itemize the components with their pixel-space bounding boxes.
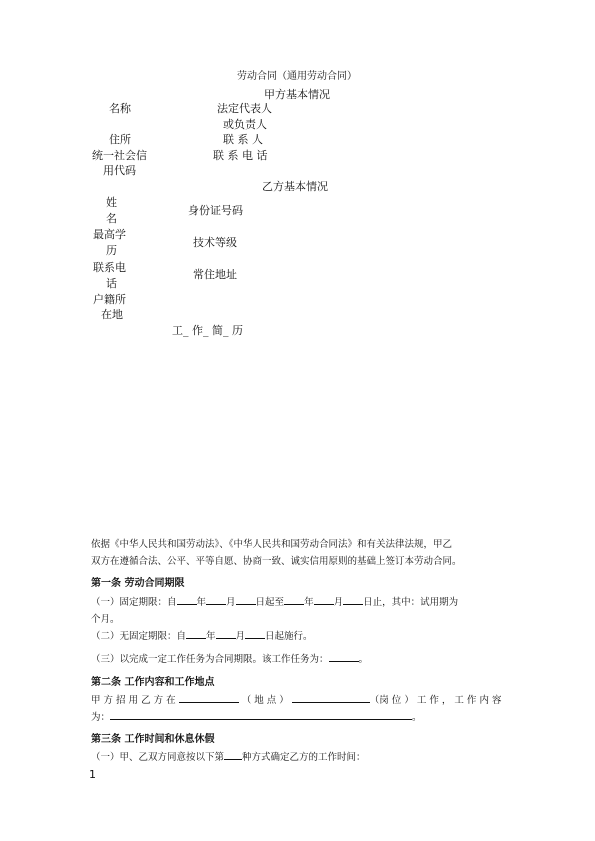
workplace-blank[interactable]: [179, 692, 239, 703]
resume-label: 工_ 作_ 简_ 历: [172, 324, 243, 337]
end-day-blank[interactable]: [343, 594, 363, 605]
work-time-method-blank[interactable]: [224, 749, 242, 760]
end-month-blank[interactable]: [314, 594, 334, 605]
position-blank[interactable]: [292, 692, 370, 703]
party-b-edu-label-cont: 历: [106, 244, 117, 257]
party-a-phone-label: 联 系 电 话: [213, 149, 268, 162]
party-a-credit-code-label-cont: 用代码: [103, 164, 136, 177]
open-start-year-blank[interactable]: [186, 628, 206, 639]
start-month-blank[interactable]: [206, 594, 226, 605]
party-a-name-label: 名称: [109, 102, 131, 115]
article-2-title: 第二条 工作内容和工作地点: [91, 677, 215, 688]
task-blank[interactable]: [329, 651, 359, 662]
article-1-item-3: （三）以完成一定工作任务为合同期限。该工作任务为： 。: [91, 651, 505, 668]
party-b-phone-label-cont: 话: [106, 277, 117, 290]
party-b-hukou-label: 户籍所: [93, 293, 126, 306]
party-b-hukou-label-cont: 在地: [101, 308, 123, 321]
party-a-credit-code-label: 统一社会信: [92, 149, 147, 162]
intro-line-2: 双方在遵循合法、公平、平等自愿、协商一致、诚实信用原则的基础上签订本劳动合同。: [91, 556, 462, 567]
party-a-rep-label: 法定代表人: [217, 102, 272, 115]
party-a-rep-label-cont: 或负责人: [223, 118, 267, 131]
intro-line-1: 依据《中华人民共和国劳动法》、《中华人民共和国劳动合同法》和有关法律法规，甲乙: [91, 539, 453, 550]
open-start-day-blank[interactable]: [245, 628, 265, 639]
article-2-body: 甲 方 招 用 乙 方 在 （ 地 点 ） （岗 位 ） 工 作 ， 工 作 内 容 为： 。: [91, 692, 505, 726]
party-b-id-label: 身份证号码: [188, 204, 243, 217]
article-1-item-1: （一）固定期限：自 年 月 日起至 年 月 日止，其中：试用期为 个月。: [91, 594, 505, 628]
start-day-blank[interactable]: [236, 594, 256, 605]
end-year-blank[interactable]: [284, 594, 304, 605]
party-a-address-label: 住所: [109, 133, 131, 146]
party-b-skill-label: 技术等级: [193, 236, 237, 249]
document-title: 劳动合同（通用劳动合同）: [237, 71, 357, 82]
start-year-blank[interactable]: [177, 594, 197, 605]
article-1-item-2: （二）无固定期限：自 年 月 日起施行。: [91, 628, 505, 645]
article-3-item-1: （一）甲、乙双方同意按以下第 种方式确定乙方的工作时间：: [91, 749, 505, 766]
page-number: 1: [89, 768, 96, 781]
party-b-edu-label: 最高学: [93, 228, 126, 241]
open-start-month-blank[interactable]: [216, 628, 236, 639]
party-b-name-label: 姓: [106, 196, 117, 209]
party-a-contact-label: 联 系 人: [223, 133, 263, 146]
article-3-title: 第三条 工作时间和休息休假: [91, 734, 215, 745]
party-b-name-label-cont: 名: [106, 212, 117, 225]
party-b-heading: 乙方基本情况: [262, 180, 328, 193]
party-a-heading: 甲方基本情况: [264, 88, 330, 101]
article-1-title: 第一条 劳动合同期限: [91, 578, 185, 589]
job-content-blank[interactable]: [110, 709, 412, 720]
party-b-residence-label: 常住地址: [193, 268, 237, 281]
party-b-phone-label: 联系电: [93, 261, 126, 274]
